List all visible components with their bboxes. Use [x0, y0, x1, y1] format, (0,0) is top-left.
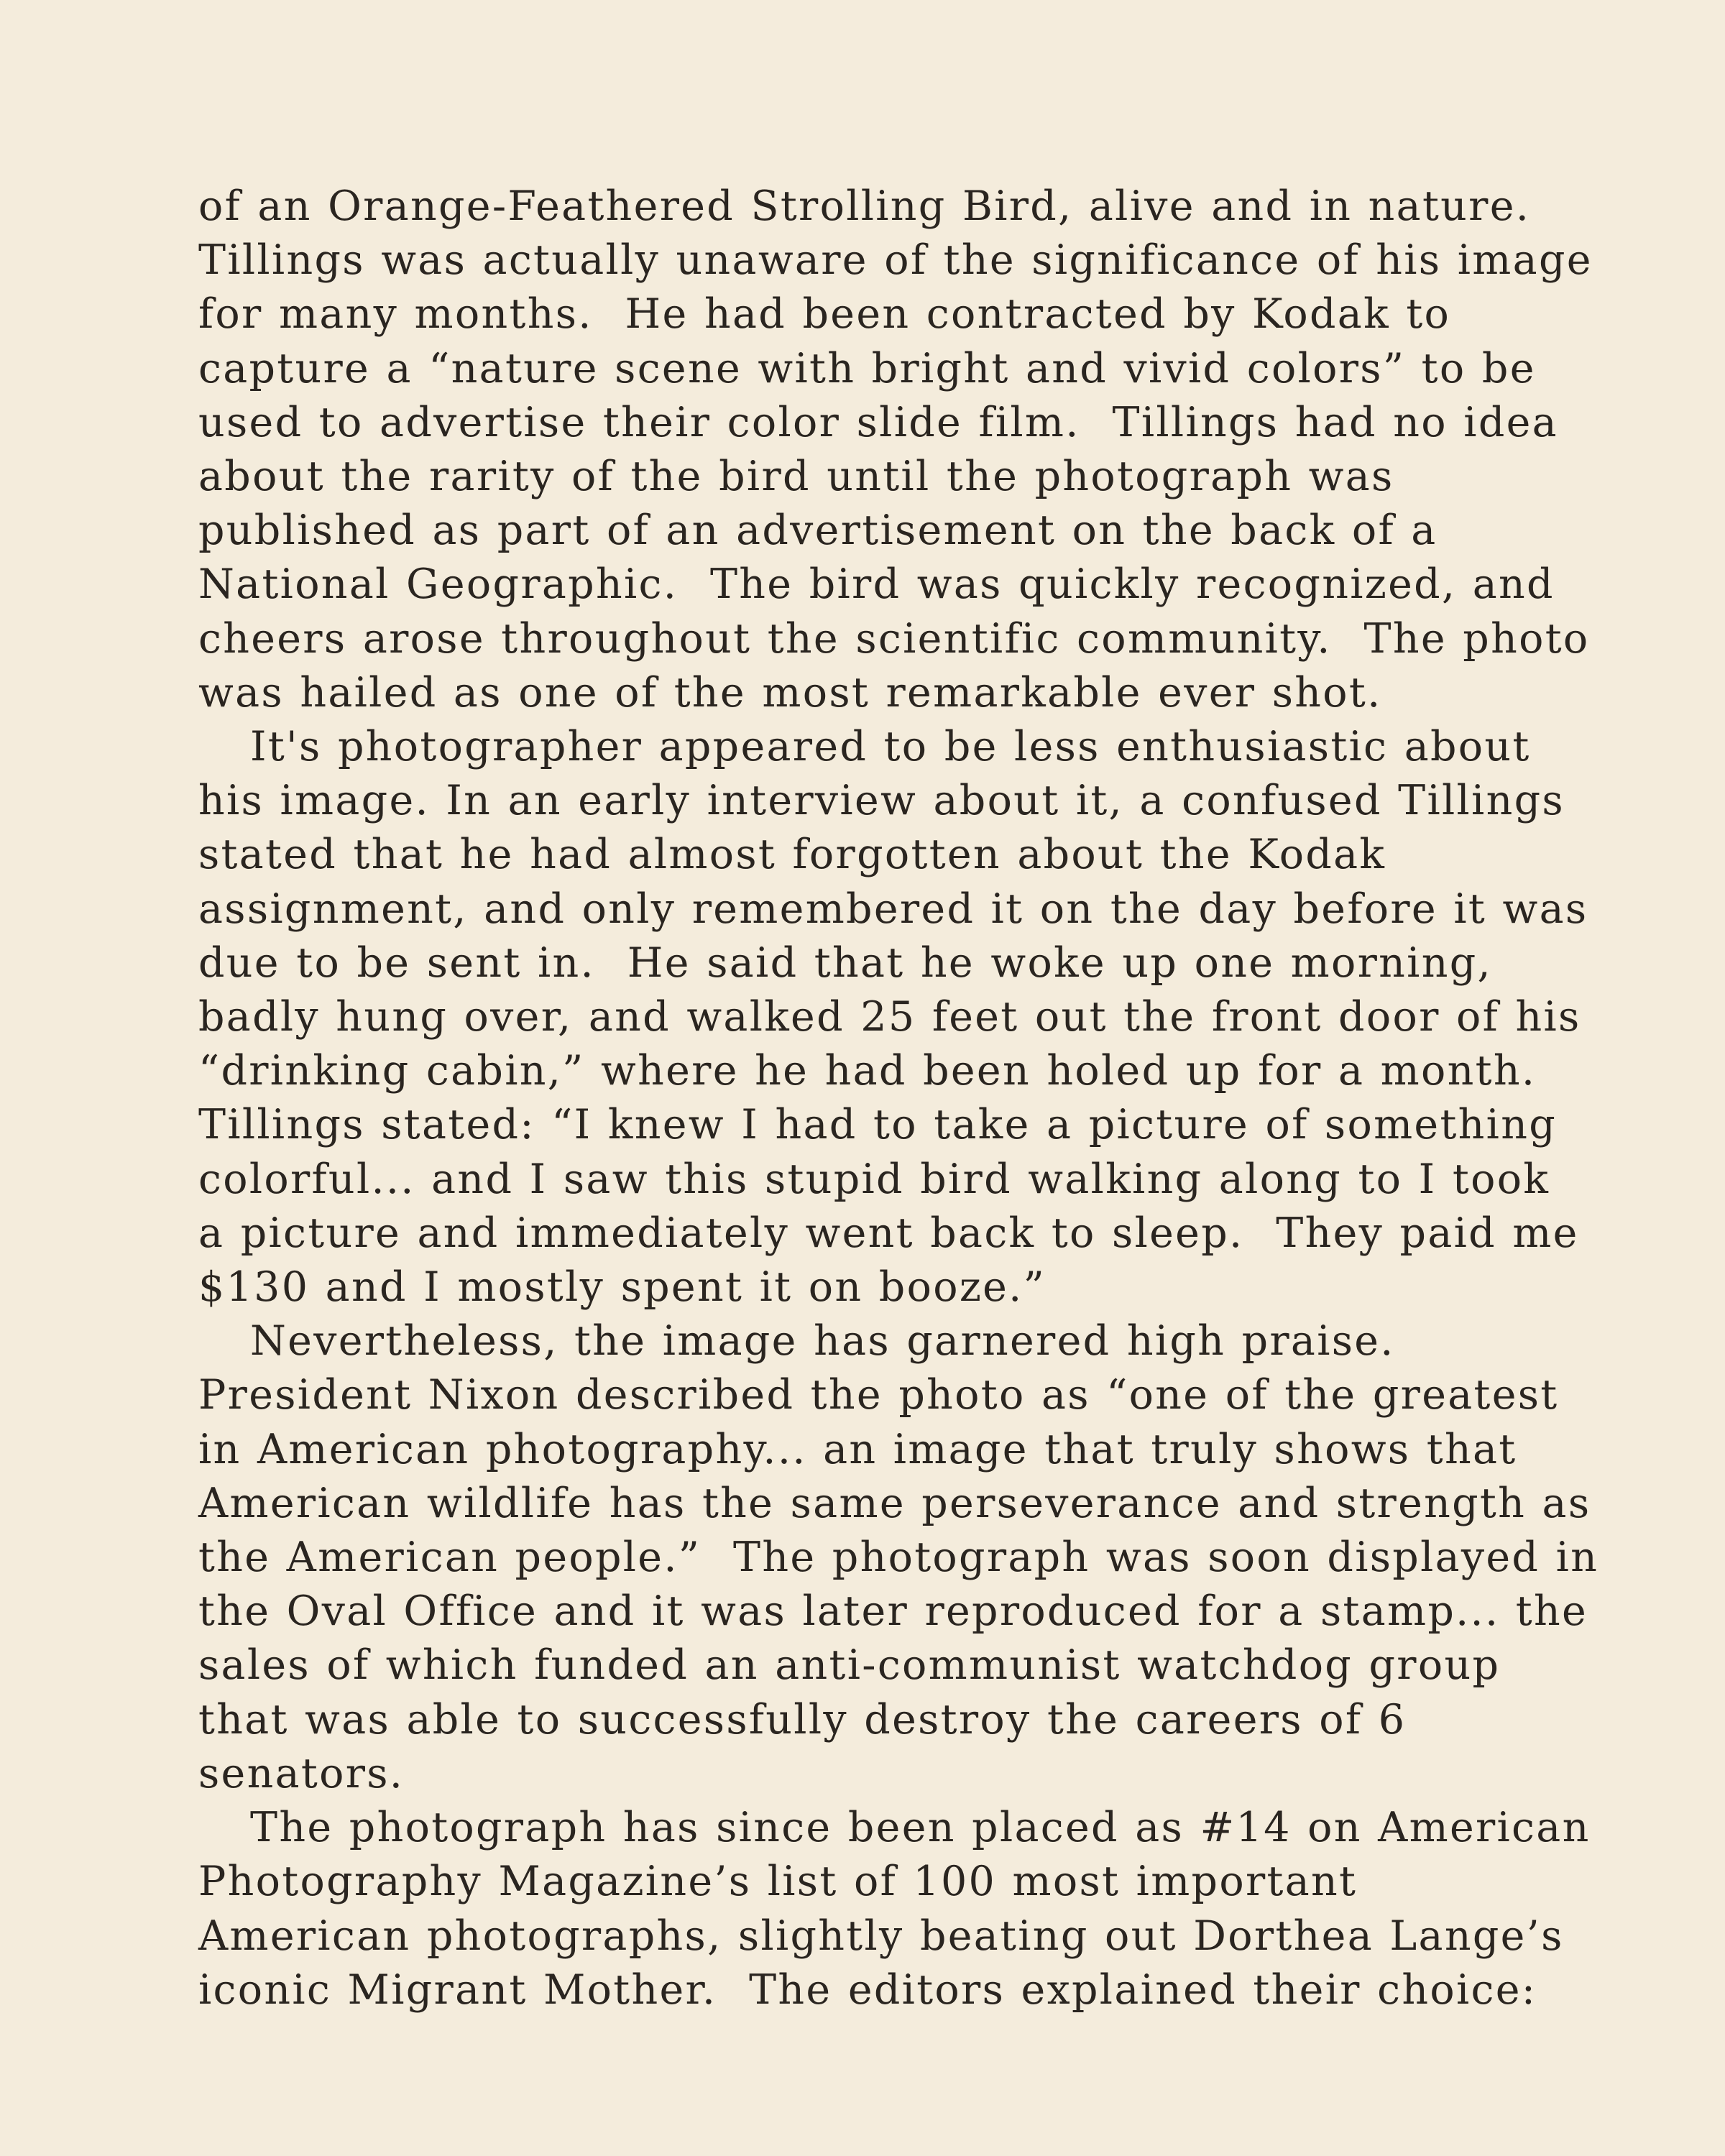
- text-line: about the rarity of the bird until the photograph was: [198, 453, 1394, 501]
- text-line: “drinking cabin,” where he had been holed up for a month.: [198, 1047, 1537, 1095]
- text-line: Photography Magazine’s list of 100 most important: [198, 1858, 1358, 1906]
- text-line: in American photography... an image that truly shows that: [198, 1425, 1517, 1473]
- text-line: sales of which funded an anti-communist watchdog group: [198, 1641, 1501, 1690]
- text-line: It's photographer appeared to be less enthusiastic about: [250, 723, 1531, 771]
- text-line: senators.: [198, 1749, 405, 1797]
- text-line: for many months. He had been contracted by Kodak to: [198, 290, 1451, 338]
- text-line: American wildlife has the same perseverance and strength as: [198, 1479, 1591, 1527]
- text-line: the American people.” The photograph was soon displayed in: [198, 1534, 1599, 1582]
- text-line: American photographs, slightly beating out Dorthea Lange’s: [198, 1912, 1564, 1960]
- text-line: $130 and I mostly spent it on booze.”: [198, 1263, 1046, 1312]
- text-line: colorful... and I saw this stupid bird walking along to I took: [198, 1155, 1550, 1203]
- paragraph-4: [198, 1801, 1591, 2017]
- text-line: his image. In an early interview about it, a confused Tillings: [198, 777, 1565, 825]
- text-line: was hailed as one of the most remarkable ever shot.: [198, 668, 1382, 717]
- text-line: that was able to successfully destroy the careers of 6: [198, 1695, 1407, 1743]
- text-line: badly hung over, and walked 25 feet out the front door of his: [198, 993, 1581, 1041]
- text-line: Tillings was actually unaware of the significance of his image: [198, 236, 1593, 285]
- paragraph-3: [198, 1314, 1599, 1801]
- text-line: Nevertheless, the image has garnered high praise.: [250, 1317, 1395, 1365]
- text-line: the Oval Office and it was later reproduced for a stamp... the: [198, 1588, 1588, 1636]
- text-line: due to be sent in. He said that he woke up one morning,: [198, 939, 1492, 987]
- text-line: President Nixon described the photo as “one of the greatest: [198, 1371, 1559, 1419]
- text-line: assignment, and only remembered it on the day before it was: [198, 885, 1588, 933]
- text-line: used to advertise their color slide film. Tillings had no idea: [198, 398, 1558, 446]
- paragraph-1: [198, 180, 1593, 720]
- text-line: iconic Migrant Mother. The editors explained their choice:: [198, 1966, 1537, 2014]
- text-line: capture a “nature scene with bright and vivid colors” to be: [198, 344, 1536, 392]
- text-line: The photograph has since been placed as #14 on American: [250, 1804, 1591, 1852]
- text-line: published as part of an advertisement on the back of a: [198, 507, 1438, 555]
- body-text: [198, 180, 1599, 2017]
- text-line: cheers arose throughout the scientific community. The photo: [198, 614, 1590, 663]
- text-line: of an Orange-Feathered Strolling Bird, alive and in nature.: [198, 183, 1531, 230]
- text-line: National Geographic. The bird was quickly recognized, and: [198, 561, 1555, 609]
- text-line: stated that he had almost forgotten about the Kodak: [198, 831, 1386, 879]
- text-line: a picture and immediately went back to sleep. They paid me: [198, 1209, 1579, 1257]
- paragraph-2: [198, 720, 1588, 1314]
- text-line: Tillings stated: “I knew I had to take a picture of something: [198, 1101, 1558, 1149]
